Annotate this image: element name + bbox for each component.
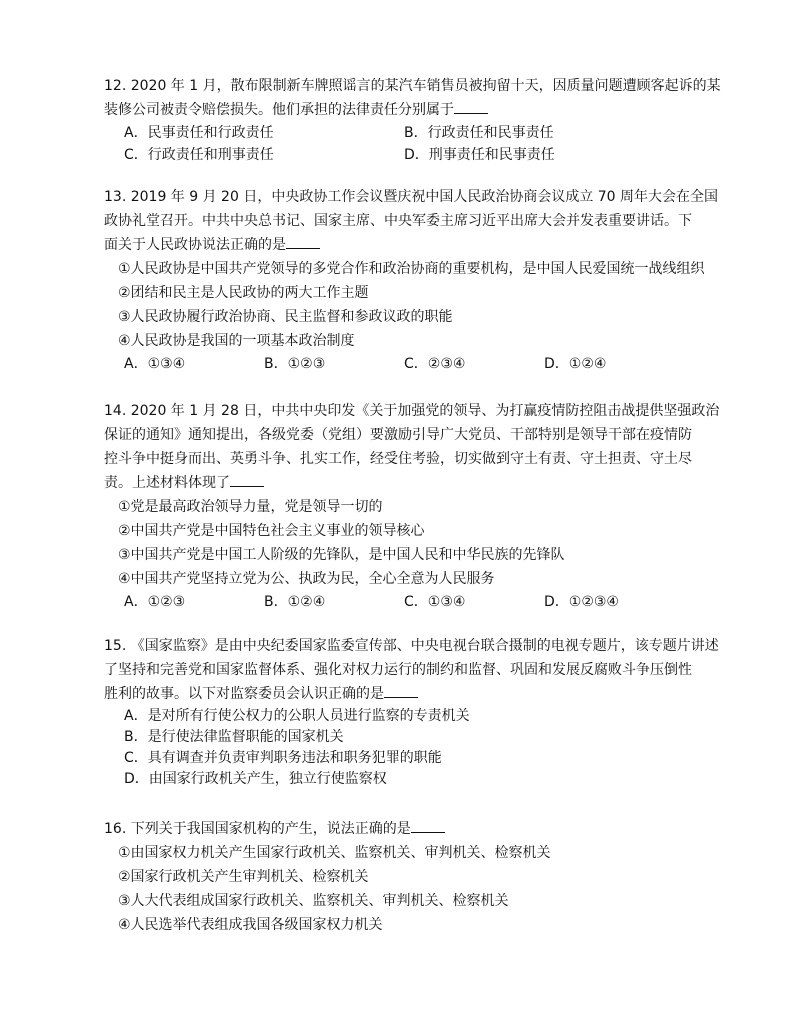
statement-4: ④人民选举代表组成我国各级国家权力机关 <box>118 917 383 933</box>
option-a: A．①②③ <box>124 594 186 610</box>
option-d: D．①②③④ <box>544 594 619 610</box>
stem-line: 2020 年 1 月，散布限制新车牌照谣言的某汽车销售员被拘留十天，因质量问题遭顾客起诉的某 <box>130 78 721 94</box>
statement-4: ④中国共产党坚持立党为公、执政为民，全心全意为人民服务 <box>118 571 495 587</box>
stem-line: 面关于人民政协说法正确的是 <box>104 237 286 253</box>
option-b: B．①②③ <box>264 356 326 372</box>
option-c: C．②③④ <box>404 356 466 372</box>
option-b: B．①②④ <box>264 594 326 610</box>
question-12 <box>104 74 721 166</box>
answer-blank <box>230 474 264 487</box>
options-row <box>124 591 700 613</box>
answer-blank <box>286 236 320 249</box>
option-d: D．①②④ <box>544 356 607 372</box>
stem-line: 了坚持和完善党和国家监督体系、强化对权力运行的制约和监督、巩固和发展反腐败斗争压倒性 <box>104 662 692 678</box>
stem-line: 下列关于我国国家机构的产生，说法正确的是 <box>130 821 411 837</box>
stem-line: 《国家监察》是由中央纪委国家监委宣传部、中央电视台联合摄制的电视专题片，该专题片讲述 <box>130 638 719 654</box>
statement-3: ③中国共产党是中国工人阶级的先锋队，是中国人民和中华民族的先锋队 <box>118 547 565 563</box>
option-d: D．由国家行政机关产生，独立行使监察权 <box>124 771 387 787</box>
statement-1: ①党是最高政治领导力量，党是领导一切的 <box>118 499 383 515</box>
question-13 <box>104 185 719 375</box>
question-stem <box>104 817 700 841</box>
question-15 <box>104 634 719 790</box>
question-stem <box>104 399 720 495</box>
stem-line: 2020 年 1 月 28 日，中共中央印发《关于加强党的领导、为打赢疫情防控阻击战提供坚强政治 <box>130 403 720 419</box>
stem-line: 责。上述材料体现了 <box>104 475 230 491</box>
option-a: A．民事责任和行政责任 <box>124 125 274 141</box>
question-stem <box>104 634 719 706</box>
options-list <box>124 706 700 790</box>
question-number: 12. <box>104 78 127 94</box>
question-16 <box>104 817 700 937</box>
option-a: A．是对所有行使公权力的公职人员进行监察的专责机关 <box>124 708 470 724</box>
question-stem <box>104 185 719 257</box>
stem-line: 政协礼堂召开。中共中央总书记、国家主席、中央军委主席习近平出席大会并发表重要讲话。下 <box>104 213 692 229</box>
stem-line: 装修公司被责令赔偿损失。他们承担的法律责任分别属于 <box>104 102 454 118</box>
statement-1: ①由国家权力机关产生国家行政机关、监察机关、审判机关、检察机关 <box>118 845 551 861</box>
stem-line: 保证的通知》通知提出，各级党委（党组）要激励引导广大党员、干部特别是领导干部在疫情防 <box>104 427 692 443</box>
option-b: B．是行使法律监督职能的国家机关 <box>124 729 344 745</box>
question-number: 15. <box>104 638 127 654</box>
question-number: 13. <box>104 189 127 205</box>
stem-line: 胜利的故事。以下对监察委员会认识正确的是 <box>104 686 384 702</box>
statement-2: ②团结和民主是人民政协的两大工作主题 <box>118 285 369 301</box>
options-row <box>124 122 700 144</box>
options-row <box>124 353 700 375</box>
question-stem <box>104 74 721 122</box>
statement-1: ①人民政协是中国共产党领导的多党合作和政治协商的重要机构，是中国人民爱国统一战线组织 <box>118 261 705 277</box>
question-number: 16. <box>104 821 127 837</box>
option-a: A．①③④ <box>124 356 186 372</box>
question-14 <box>104 399 720 613</box>
statement-3: ③人大代表组成国家行政机关、监察机关、审判机关、检察机关 <box>118 893 509 909</box>
statement-2: ②中国共产党是中国特色社会主义事业的领导核心 <box>118 523 425 539</box>
question-number: 14. <box>104 403 127 419</box>
option-c: C．具有调查并负责审判职务违法和职务犯罪的职能 <box>124 750 442 766</box>
stem-line: 2019 年 9 月 20 日，中央政协工作会议暨庆祝中国人民政治协商会议成立 70 周年大会在全国 <box>130 189 719 205</box>
stem-line: 控斗争中挺身而出、英勇斗争、扎实工作，经受住考验，切实做到守土有责、守土担责、守土尽 <box>104 451 692 467</box>
options-row <box>124 144 700 166</box>
option-c: C．行政责任和刑事责任 <box>124 147 274 163</box>
option-b: B．行政责任和民事责任 <box>404 125 554 141</box>
statement-2: ②国家行政机关产生审判机关、检察机关 <box>118 869 369 885</box>
option-d: D．刑事责任和民事责任 <box>404 147 555 163</box>
answer-blank <box>411 820 445 833</box>
answer-blank <box>454 101 488 114</box>
statement-4: ④人民政协是我国的一项基本政治制度 <box>118 333 355 349</box>
option-c: C．①③④ <box>404 594 466 610</box>
answer-blank <box>384 685 418 698</box>
statement-3: ③人民政协履行政治协商、民主监督和参政议政的职能 <box>118 309 453 325</box>
